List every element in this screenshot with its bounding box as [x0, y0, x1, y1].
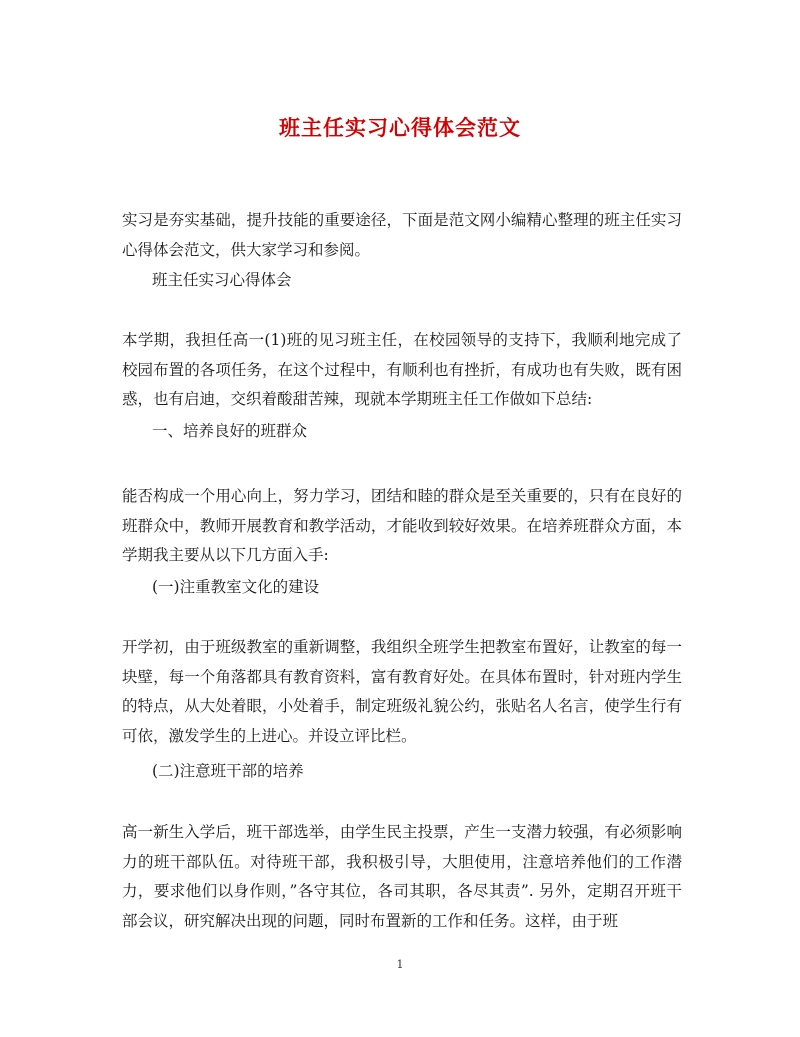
paragraph: 能否构成一个用心向上，努力学习，团结和睦的群众是至关重要的，只有在良好的班群众中，教师开展教育和教学活动，才能收到较好效果。在培养班群众方面，本学期我主要从以下几方面入手:	[122, 487, 682, 564]
page-number: 1	[396, 958, 404, 971]
paragraph: 本学期，我担任高一(1)班的见习班主任，在校园领导的支持下，我顺利地完成了校园布置的各项任务，在这个过程中，有顺利也有挫折，有成功也有失败，既有困惑，也有启迪，交织着酸甜苦辣，现就本学期班主任工作做如下总结:	[122, 331, 682, 408]
paragraph: 高一新生入学后，班干部选举，由学生民主投票，产生一支潜力较强，有必须影响力的班干部队伍。对待班干部，我积极引导，大胆使用，注意培养他们的工作潜力，要求他们以身作则，”各守其位，各司其职，各尽其责”. 另外，定期召开班干部会议，研究解决出现的问题，同时布置新的工作和任务。这样，由于班	[122, 823, 682, 930]
document-title: 班主任实习心得体会范文	[279, 115, 521, 140]
section-heading: 一、培养良好的班群众	[152, 422, 308, 440]
section-heading: 班主任实习心得体会	[152, 271, 292, 289]
section-heading: (一)注重教室文化的建设	[152, 578, 320, 596]
paragraph: 开学初，由于班级教室的重新调整，我组织全班学生把教室布置好，让教室的每一块壁，每一个角落都具有教育资料，富有教育好处。在具体布置时，针对班内学生的特点，从大处着眼，小处着手，制定班级礼貌公约，张贴名人名言，使学生行有可依，激发学生的上进心。并设立评比栏。	[122, 638, 682, 745]
intro-paragraph: 实习是夯实基础，提升技能的重要途径，下面是范文网小编精心整理的班主任实习心得体会范文，供大家学习和参阅。	[122, 211, 682, 259]
section-heading: (二)注意班干部的培养	[152, 762, 304, 780]
